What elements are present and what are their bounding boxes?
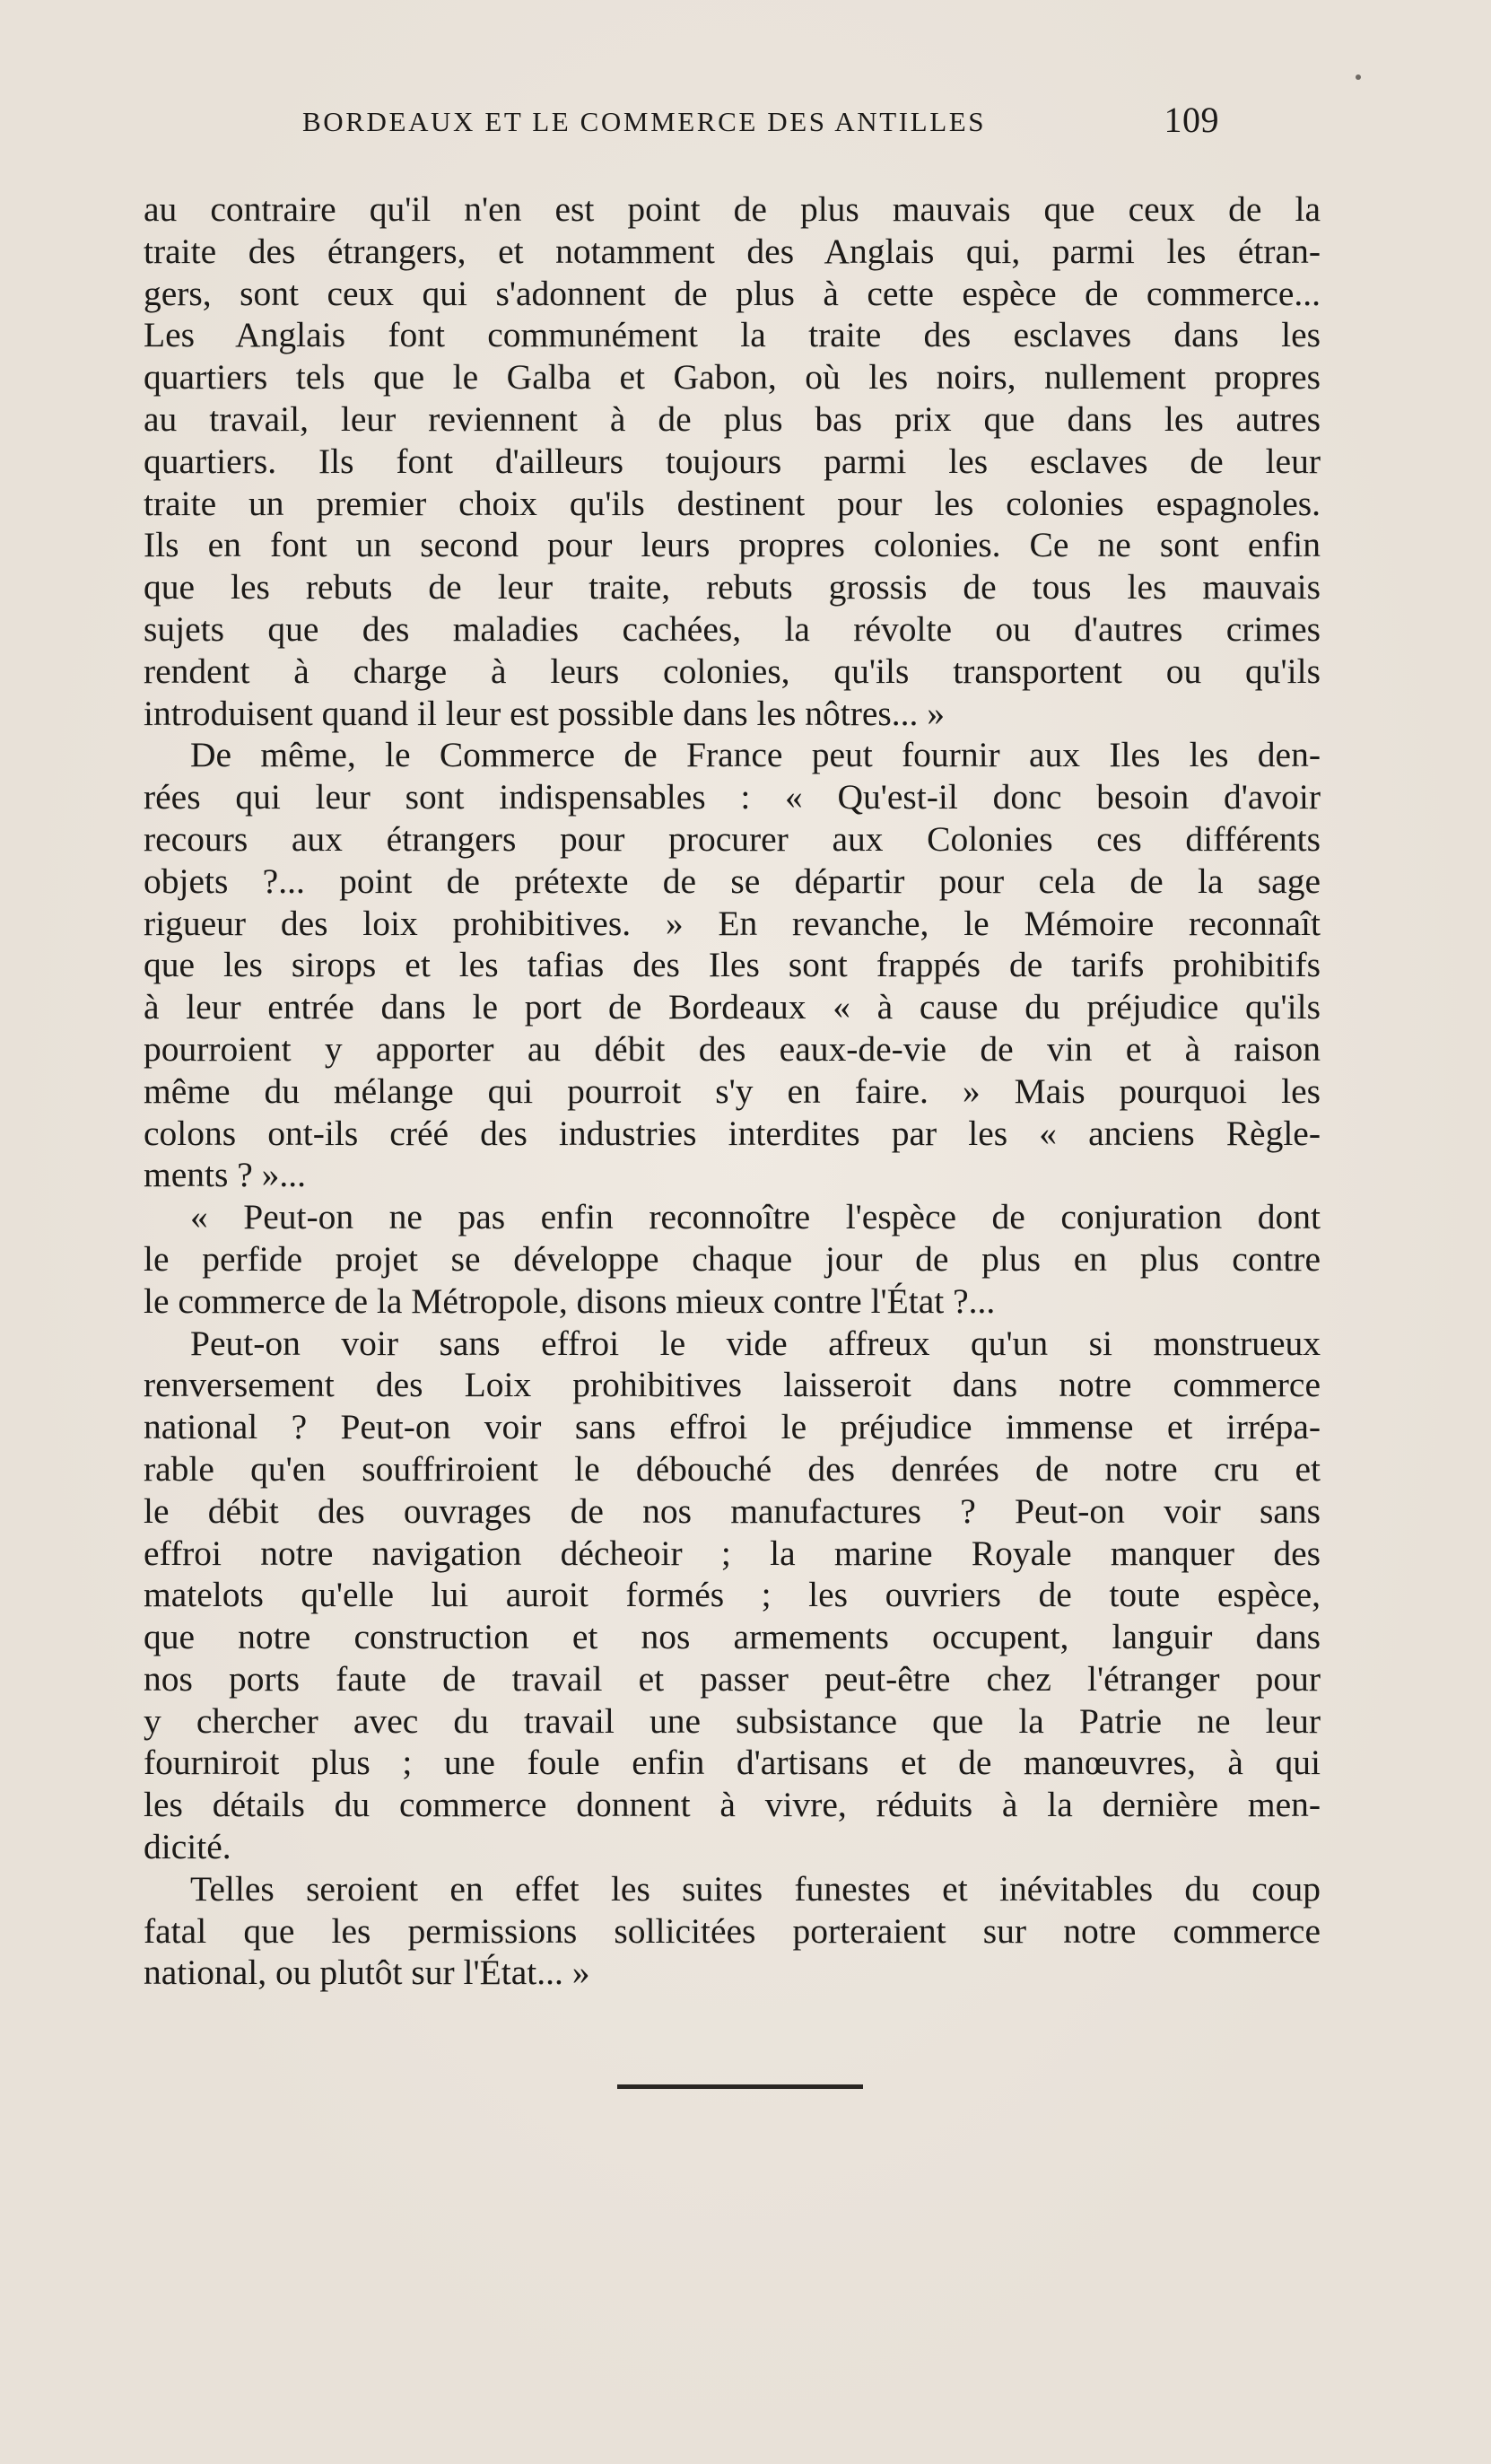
paragraph-start-line: De même, le Commerce de France peut fournir aux Iles les den- xyxy=(190,735,1321,775)
text-line: le débit des ouvrages de nos manufactures ? Peut-on voir sans xyxy=(144,1490,1321,1531)
page-number: 109 xyxy=(1164,100,1219,140)
text-line: renversement des Loix prohibitives laisseroit dans notre commerce xyxy=(144,1365,1321,1405)
text-line: fatal que les permissions sollicitées porteraient sur notre commerce xyxy=(144,1910,1321,1951)
section-end-rule xyxy=(617,2084,863,2089)
text-line: Ils en font un second pour leurs propres colonies. Ce ne sont enfin xyxy=(144,525,1321,565)
text-line: traite un premier choix qu'ils destinent pour les colonies espagnoles. xyxy=(144,483,1321,523)
paragraph-end-line: introduisent quand il leur est possible dans les nôtres... » xyxy=(144,693,946,733)
paragraph-end-line: dicité. xyxy=(144,1827,231,1867)
running-title: BORDEAUX ET LE COMMERCE DES ANTILLES xyxy=(302,106,987,137)
text-line: gers, sont ceux qui s'adonnent de plus à cette espèce de commerce... xyxy=(144,273,1321,313)
text-line: rigueur des loix prohibitives. » En revanche, le Mémoire reconnaît xyxy=(144,903,1321,943)
text-line: rable qu'en souffriroient le débouché des denrées de notre cru et xyxy=(144,1448,1321,1489)
text-line: même du mélange qui pourroit s'y en faire. » Mais pourquoi les xyxy=(144,1070,1321,1111)
text-line: recours aux étrangers pour procurer aux Colonies ces différents xyxy=(144,818,1321,859)
text-line: colons ont-ils créé des industries interdites par les « anciens Règle- xyxy=(144,1113,1321,1153)
text-line: national ? Peut-on voir sans effroi le préjudice immense et irrépa- xyxy=(144,1407,1321,1447)
text-line: rées qui leur sont indispensables : « Qu'est-il donc besoin d'avoir xyxy=(144,777,1321,817)
paragraph-end-line: ments ? »... xyxy=(144,1155,307,1195)
text-line: les détails du commerce donnent à vivre, réduits à la dernière men- xyxy=(144,1785,1321,1825)
body-text xyxy=(144,188,1321,1994)
paragraph-start-line: « Peut-on ne pas enfin reconnoître l'espèce de conjuration dont xyxy=(190,1197,1321,1237)
text-line: à leur entrée dans le port de Bordeaux « à cause du préjudice qu'ils xyxy=(144,987,1321,1027)
paragraph-start-line: Peut-on voir sans effroi le vide affreux qu'un si monstrueux xyxy=(190,1323,1321,1363)
text-line: sujets que des maladies cachées, la révolte ou d'autres crimes xyxy=(144,608,1321,649)
text-line: nos ports faute de travail et passer peut-être chez l'étranger pour xyxy=(144,1658,1321,1699)
text-line: Les Anglais font communément la traite des esclaves dans les xyxy=(144,315,1321,355)
text-line: pourroient y apporter au débit des eaux-de-vie de vin et à raison xyxy=(144,1028,1321,1069)
paragraph-start-line: Telles seroient en effet les suites funestes et inévitables du coup xyxy=(190,1868,1321,1909)
print-speck xyxy=(1356,74,1361,80)
text-line: au travail, leur reviennent à de plus bas prix que dans les autres xyxy=(144,398,1321,439)
text-line: que notre construction et nos armements occupent, languir dans xyxy=(144,1617,1321,1657)
text-line: au contraire qu'il n'en est point de plus mauvais que ceux de la xyxy=(144,189,1321,229)
text-line: quartiers tels que le Galba et Gabon, où les noirs, nullement propres xyxy=(144,357,1321,398)
text-line: y chercher avec du travail une subsistance que la Patrie ne leur xyxy=(144,1700,1321,1741)
text-line: rendent à charge à leurs colonies, qu'ils transportent ou qu'ils xyxy=(144,651,1321,691)
text-line: le perfide projet se développe chaque jour de plus en plus contre xyxy=(144,1238,1321,1279)
text-line: fourniroit plus ; une foule enfin d'artisans et de manœuvres, à qui xyxy=(144,1743,1321,1783)
text-line: que les rebuts de leur traite, rebuts grossis de tous les mauvais xyxy=(144,567,1321,607)
text-line: quartiers. Ils font d'ailleurs toujours parmi les esclaves de leur xyxy=(144,441,1321,481)
text-line: matelots qu'elle lui auroit formés ; les ouvriers de toute espèce, xyxy=(144,1575,1321,1615)
text-line: traite des étrangers, et notamment des Anglais qui, parmi les étran- xyxy=(144,231,1321,271)
paragraph-end-line: national, ou plutôt sur l'État... » xyxy=(144,1953,590,1993)
running-header xyxy=(302,97,1219,142)
text-line: que les sirops et les tafias des Iles sont frappés de tarifs prohibitifs xyxy=(144,945,1321,985)
text-line: effroi notre navigation décheoir ; la marine Royale manquer des xyxy=(144,1533,1321,1573)
paragraph-end-line: le commerce de la Métropole, disons mieux contre l'État ?... xyxy=(144,1280,996,1321)
text-line: objets ?... point de prétexte de se départir pour cela de la sage xyxy=(144,861,1321,901)
